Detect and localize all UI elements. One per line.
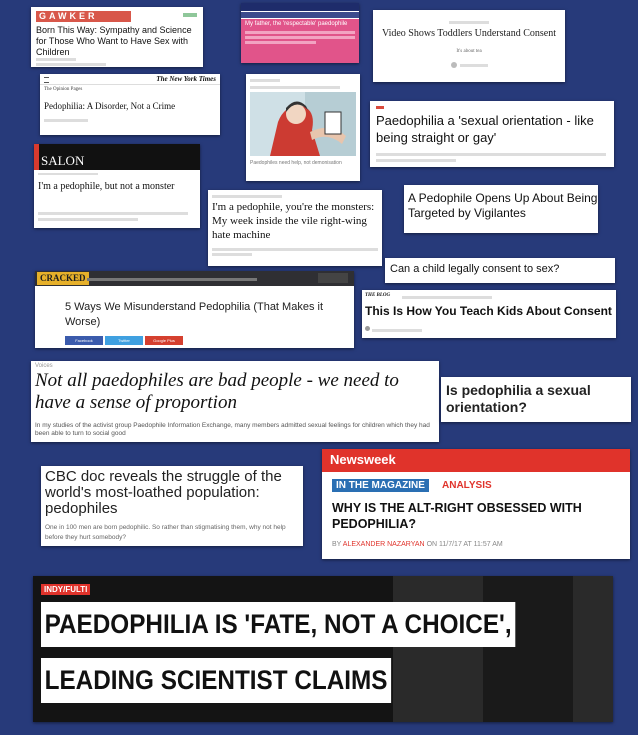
- monsters-clip[interactable]: [208, 190, 382, 266]
- newsweek-tag-magazine[interactable]: IN THE MAGAZINE: [332, 479, 429, 492]
- newsweek-date: ON 11/7/17 AT 11:57 AM: [426, 541, 503, 548]
- newsweek-author[interactable]: ALEXANDER NAZARYAN: [342, 541, 425, 548]
- indy-headline-line2: LEADING SCIENTIST CLAIMS: [41, 658, 391, 703]
- toddlers-subline: It's about tea: [456, 49, 482, 54]
- cracked-clip[interactable]: [35, 271, 354, 348]
- blog-clip[interactable]: [362, 290, 616, 338]
- toddlers-headline: Video Shows Toddlers Understand Consent: [381, 28, 557, 39]
- sexual-orientation-question-clip[interactable]: [441, 377, 631, 422]
- twitter-share-button[interactable]: Twitter: [105, 336, 143, 345]
- google-share-button[interactable]: Google Plus: [145, 336, 183, 345]
- gawker-headline: Born This Way: Sympathy and Science for Those Who Want to Have Sex with Children: [36, 25, 192, 57]
- sexual-orientation-question-headline: Is pedophilia a sexual orientation?: [446, 382, 591, 415]
- cbc-clip[interactable]: [41, 466, 303, 546]
- smh-headline: My father, the 'respectable' paedophile: [245, 21, 348, 27]
- voices-section: Voices: [35, 363, 53, 369]
- vigilantes-headline: A Pedophile Opens Up About Being Targeted by Vigilantes: [408, 191, 598, 220]
- voices-headline: Not all paedophiles are bad people - we need to have a sense of proportion: [35, 370, 399, 413]
- nyt-clip[interactable]: [40, 74, 220, 135]
- blog-label: THE BLOG: [365, 293, 391, 298]
- newsweek-headline: WHY IS THE ALT-RIGHT OBSESSED WITH PEDOPHILIA?: [332, 501, 582, 531]
- indy-clip[interactable]: [33, 576, 613, 722]
- cracked-logo: CRACKED: [37, 272, 89, 285]
- nyt-masthead: The New York Times: [156, 75, 216, 83]
- newsweek-tag-analysis[interactable]: ANALYSIS: [442, 480, 492, 491]
- smh-clip[interactable]: [241, 3, 359, 63]
- consent-question-clip[interactable]: [385, 258, 615, 283]
- salon-clip[interactable]: [34, 144, 200, 228]
- newsweek-byline-prefix: BY: [332, 541, 342, 548]
- cracked-headline: 5 Ways We Misunderstand Pedophilia (That Makes it Worse): [65, 301, 324, 328]
- gawker-logo: GAWKER: [36, 11, 131, 22]
- indy-tag: INDY/FULTI: [41, 584, 90, 595]
- orientation-headline: Paedophilia a 'sexual orientation - like being straight or gay': [376, 113, 594, 145]
- salon-logo: SALON: [34, 144, 200, 170]
- cbc-headline: CBC doc reveals the struggle of the world's most-loathed population: pedophiles: [45, 468, 282, 517]
- orientation-clip[interactable]: [370, 101, 614, 167]
- toddlers-clip[interactable]: [373, 10, 565, 82]
- nyt-section: The Opinion Pages: [44, 87, 83, 92]
- nyt-headline: Pedophilia: A Disorder, Not a Crime: [44, 101, 176, 111]
- menu-icon[interactable]: [44, 77, 49, 83]
- newsweek-clip[interactable]: [322, 449, 630, 559]
- cbc-body: One in 100 men are born pedophilic. So rather than stigmatising them, why not help before they hurt somebody?: [45, 524, 286, 541]
- illustration-clip[interactable]: [246, 74, 360, 181]
- blog-headline: This Is How You Teach Kids About Consent: [365, 304, 612, 318]
- illustration-image: [250, 92, 356, 156]
- newsweek-logo: Newsweek: [330, 452, 396, 467]
- facebook-share-button[interactable]: Facebook: [65, 336, 103, 345]
- monsters-headline: I'm a pedophile, you're the monsters: My week inside the vile right-wing hate machine: [212, 201, 375, 241]
- gawker-clip[interactable]: [31, 7, 203, 67]
- consent-question-headline: Can a child legally consent to sex?: [390, 263, 560, 275]
- voices-body: In my studies of the activist group Paedophile Information Exchange, many members admitted sexual feelings for children which they had been able to turn to social good: [35, 422, 430, 437]
- illustration-caption: Paedophiles need help, not demonisation: [250, 160, 342, 166]
- voices-clip[interactable]: [31, 361, 439, 442]
- indy-headline-line1: PAEDOPHILIA IS 'FATE, NOT A CHOICE',: [41, 602, 515, 647]
- vigilantes-clip[interactable]: [404, 185, 598, 233]
- salon-headline: I'm a pedophile, but not a monster: [38, 181, 175, 192]
